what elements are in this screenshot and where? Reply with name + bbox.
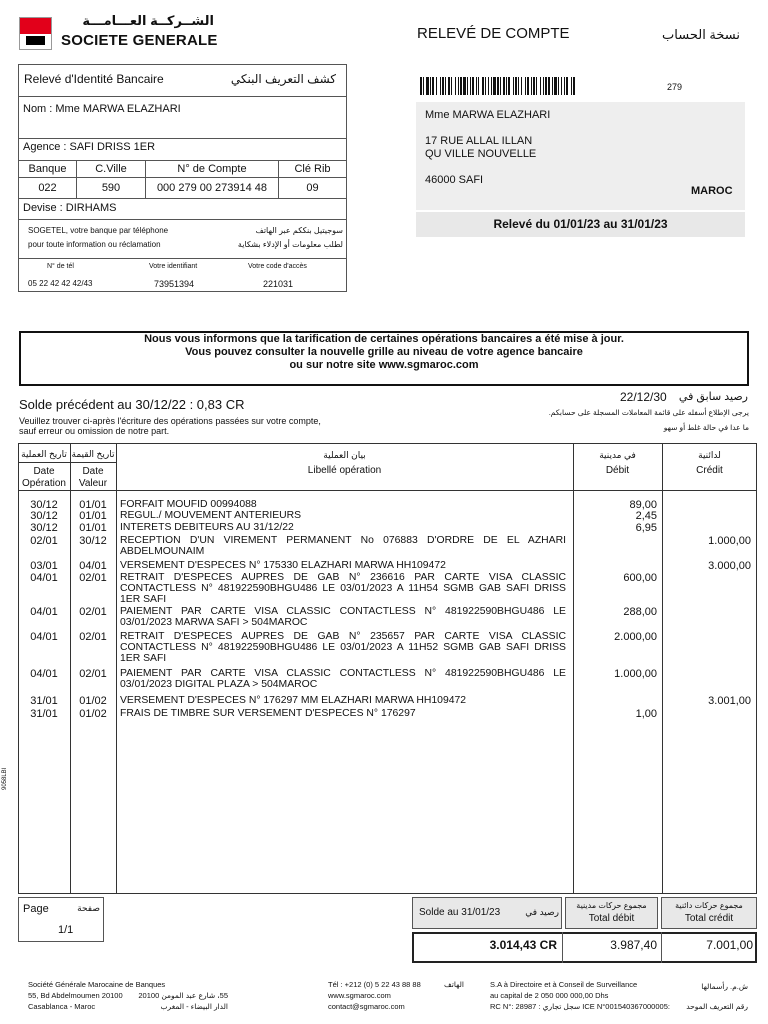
- sogetel-line2: pour toute information ou réclamation: [28, 240, 161, 249]
- row-label: CONTACTLESS N° 481922590BHGU486 LE 03/01/2023 A 11H54 SGMB GAB SAFI DRISS: [120, 583, 566, 595]
- verify-arabic-line2: ما عدا في حالة غلط أو سهو: [663, 423, 749, 432]
- row-date-valeur: 30/12: [79, 534, 107, 547]
- address-name: Mme MARWA ELAZHARI: [425, 109, 551, 121]
- row-label: 1ER SAFI: [120, 594, 167, 606]
- header-date-val-arabic: تاريخ القيمة: [71, 449, 115, 459]
- row-debit: 6,95: [635, 522, 657, 534]
- row-label: 1ER SAFI: [120, 653, 167, 665]
- side-code: 9058LBI: [2, 767, 8, 790]
- header-debit: Débit: [605, 465, 630, 476]
- header-credit: Crédit: [696, 465, 723, 476]
- rib-holder-name: Nom : Mme MARWA ELAZHARI: [23, 103, 181, 115]
- row-debit: 1,00: [635, 707, 657, 720]
- row-credit: 1.000,00: [708, 534, 751, 547]
- legal-ice-arabic: رقم التعريف الموحد: [686, 1002, 748, 1011]
- header-label: Libellé opération: [307, 465, 382, 476]
- address-street1: 17 RUE ALLAL ILLAN: [425, 135, 533, 147]
- row-date-operation: 30/12: [30, 499, 58, 511]
- row-credit: 3.001,00: [708, 694, 751, 707]
- row-date-operation: 03/01: [30, 560, 58, 572]
- page-label: Page: [23, 903, 49, 915]
- verify-arabic-line1: يرجى الإطلاع أسفله على قائمة المعاملات المسجلة على حسابكم.: [548, 408, 749, 417]
- bank-name: SOCIETE GENERALE: [61, 32, 218, 49]
- legal-email[interactable]: contact@sgmaroc.com: [328, 1002, 405, 1011]
- row-debit: 2.000,00: [614, 631, 657, 643]
- total-debit-value: 3.987,40: [610, 938, 657, 952]
- row-date-valeur: 02/01: [79, 572, 107, 584]
- legal-city: Casablanca - Maroc: [28, 1002, 96, 1011]
- sogetel-phone: 05 22 42 42 42/43: [28, 279, 93, 288]
- document-title-arabic: نسخة الحساب: [662, 27, 740, 42]
- row-label: RECEPTION D'UN VIREMENT PERMANENT No 076883 D'ORDRE DE EL AZHARI: [120, 534, 566, 546]
- row-label: ABDELMOUNAIM: [120, 545, 205, 557]
- row-date-valeur: 01/01: [79, 510, 107, 522]
- row-label: CONTACTLESS N° 481922590BHGU486 LE 03/01/2023 A 11H52 SGMB GAB SAFI DRISS: [120, 642, 566, 654]
- societe-generale-logo-icon: [19, 17, 52, 50]
- sogetel-line1: SOGETEL, votre banque par téléphone: [28, 226, 169, 235]
- total-credit-value: 7.001,00: [706, 938, 753, 952]
- row-date-operation: 04/01: [30, 606, 58, 618]
- rib-agency: Agence : SAFI DRISS 1ER: [23, 141, 156, 153]
- row-debit: 89,00: [629, 499, 657, 511]
- address-street2: QU VILLE NOUVELLE: [425, 148, 537, 160]
- row-date-operation: 31/01: [30, 707, 58, 720]
- rib-currency: Devise : DIRHAMS: [23, 202, 117, 214]
- legal-website[interactable]: www.sgmaroc.com: [328, 991, 391, 1000]
- row-debit: 2,45: [635, 510, 657, 522]
- row-date-valeur: 01/01: [79, 499, 107, 511]
- row-date-valeur: 01/02: [79, 707, 107, 720]
- sogetel-code-label: Votre code d'accès: [248, 263, 307, 270]
- rib-table: [18, 160, 347, 199]
- row-date-valeur: 02/01: [79, 606, 107, 618]
- address-city: 46000 SAFI: [425, 174, 484, 186]
- row-date-operation: 31/01: [30, 694, 58, 707]
- legal-phone: Tél : +212 (0) 5 22 43 88 88: [328, 980, 421, 989]
- page-number: 1/1: [58, 924, 74, 936]
- row-label: VERSEMENT D'ESPECES N° 175330 ELAZHARI MARWA HH109472: [120, 560, 446, 571]
- row-date-valeur: 01/02: [79, 694, 107, 707]
- row-date-valeur: 04/01: [79, 560, 107, 572]
- verify-line2: sauf erreur ou omission de notre part.: [19, 426, 170, 436]
- row-label: 03/01/2023 MARWA SAFI > 504MAROC: [120, 617, 308, 629]
- header-label-arabic: بيان العملية: [323, 450, 366, 460]
- rib-key: 09: [279, 178, 347, 199]
- bank-name-arabic: الشــركــة العـــامـــة: [82, 13, 214, 28]
- row-label: REGUL./ MOUVEMENT ANTERIEURS: [120, 510, 302, 521]
- row-label: INTERETS DEBITEURS AU 31/12/22: [120, 522, 294, 533]
- rib-bank-code: 022: [19, 178, 77, 199]
- row-label: FRAIS DE TIMBRE SUR VERSEMENT D'ESPECES N° 176297: [120, 707, 416, 719]
- sogetel-phone-label: N° de tél: [47, 263, 74, 270]
- row-date-operation: 02/01: [30, 534, 58, 547]
- row-debit: 1.000,00: [614, 667, 657, 680]
- row-date-operation: 04/01: [30, 631, 58, 643]
- header-date-operation: Date Opération: [22, 466, 66, 489]
- rib-col-city: C.Ville: [77, 161, 146, 178]
- legal-capital-arabic: ش.م. رأسمالها: [701, 982, 748, 991]
- rib-col-bank: Banque: [19, 161, 77, 178]
- rib-title-arabic: كشف التعريف البنكي: [230, 72, 336, 86]
- row-credit: 3.000,00: [708, 560, 751, 572]
- previous-balance-arabic-date: 22/12/30: [620, 390, 667, 404]
- row-date-operation: 30/12: [30, 510, 58, 522]
- header-debit-arabic: في مدينية: [599, 450, 636, 460]
- sogetel-access-code: 221031: [263, 279, 294, 289]
- rib-col-account: N° de Compte: [146, 161, 279, 178]
- header-date-op-arabic: تاريخ العملية: [21, 449, 67, 459]
- total-debit-arabic: مجموع حركات مدينية: [576, 901, 647, 910]
- row-label: RETRAIT D'ESPECES AUPRES DE GAB N° 236616 PAR CARTE VISA CLASSIC: [120, 572, 566, 583]
- legal-rc-ice: RC N°: 28987 : سجل تجاري ICE N°001540367000005:: [490, 1002, 670, 1011]
- rib-col-key: Clé Rib: [279, 161, 347, 178]
- total-debit-label: Total débit: [588, 913, 635, 924]
- previous-balance-arabic-label: رصيد سابق في: [678, 391, 748, 403]
- sogetel-identifier: 73951394: [154, 279, 195, 289]
- verify-line1: Veuillez trouver ci-après l'écriture des opérations passées sur votre compte,: [19, 416, 321, 426]
- row-label: RETRAIT D'ESPECES AUPRES DE GAB N° 235657 PAR CARTE VISA CLASSIC: [120, 631, 566, 642]
- legal-city-arabic: الدار البيضاء - المغرب: [160, 1002, 228, 1011]
- row-date-operation: 04/01: [30, 667, 58, 680]
- legal-capital: au capital de 2 050 000 000,00 Dhs: [490, 991, 609, 1000]
- rib-account-number: 000 279 00 273914 48: [146, 178, 279, 199]
- row-date-valeur: 02/01: [79, 667, 107, 680]
- row-date-valeur: 01/01: [79, 522, 107, 534]
- row-date-valeur: 02/01: [79, 631, 107, 643]
- previous-balance: Solde précédent au 30/12/22 : 0,83 CR: [19, 397, 245, 412]
- barcode-icon: [420, 77, 658, 95]
- legal-address-arabic: 55، شارع عبد المومن 20100: [138, 991, 228, 1000]
- header-date-valeur: Date Valeur: [78, 466, 108, 489]
- row-debit: 600,00: [623, 572, 657, 584]
- sogetel-line2-arabic: لطلب معلومات أو الإدلاء بشكاية: [237, 240, 343, 249]
- row-label: VERSEMENT D'ESPECES N° 176297 MM ELAZHARI MARWA HH109472: [120, 694, 467, 706]
- legal-phone-arabic: الهاتف: [444, 980, 464, 989]
- address-country: MAROC: [691, 185, 733, 197]
- closing-balance: 3.014,43 CR: [489, 938, 557, 952]
- rib-city-code: 590: [77, 178, 146, 199]
- row-label: PAIEMENT PAR CARTE VISA CLASSIC CONTACTLESS N° 481922590BHGU486 LE: [120, 667, 566, 679]
- legal-company: Société Générale Marocaine de Banques: [28, 980, 166, 989]
- sogetel-id-label: Votre identifiant: [149, 263, 198, 270]
- rib-title: Relevé d'Identité Bancaire: [24, 72, 164, 86]
- page-label-arabic: صفحة: [77, 903, 100, 913]
- notice-line1: Nous vous informons que la tarification de certaines opérations bancaires a été mise à jour.: [144, 333, 624, 345]
- solde-label: Solde au 31/01/23: [419, 907, 501, 918]
- statement-period: Relevé du 01/01/23 au 31/01/23: [493, 217, 668, 231]
- row-debit: 288,00: [623, 606, 657, 618]
- header-credit-arabic: لدائنية: [698, 450, 721, 460]
- sogetel-line1-arabic: سوجيتيل بنككم عبر الهاتف: [255, 226, 343, 235]
- document-title: RELEVÉ DE COMPTE: [417, 25, 570, 42]
- notice-line3: ou sur notre site www.sgmaroc.com: [289, 359, 479, 371]
- total-credit-label: Total crédit: [684, 913, 734, 924]
- notice-line2: Vous pouvez consulter la nouvelle grille au niveau de votre agence bancaire: [185, 346, 583, 358]
- legal-directoire: S.A à Directoire et à Conseil de Surveillance: [490, 980, 638, 989]
- total-credit-arabic: مجموع حركات دائنية: [675, 901, 743, 910]
- row-date-operation: 04/01: [30, 572, 58, 584]
- row-label: FORFAIT MOUFID 00994088: [120, 499, 257, 510]
- row-date-operation: 30/12: [30, 522, 58, 534]
- barcode-number: 279: [667, 82, 683, 92]
- row-label: PAIEMENT PAR CARTE VISA CLASSIC CONTACTLESS N° 481922590BHGU486 LE: [120, 606, 566, 617]
- row-label: 03/01/2023 DIGITAL PLAZA > 504MAROC: [120, 678, 318, 690]
- solde-label-arabic: رصيد في: [525, 907, 559, 917]
- legal-address: 55, Bd Abdelmoumen 20100: [28, 991, 123, 1000]
